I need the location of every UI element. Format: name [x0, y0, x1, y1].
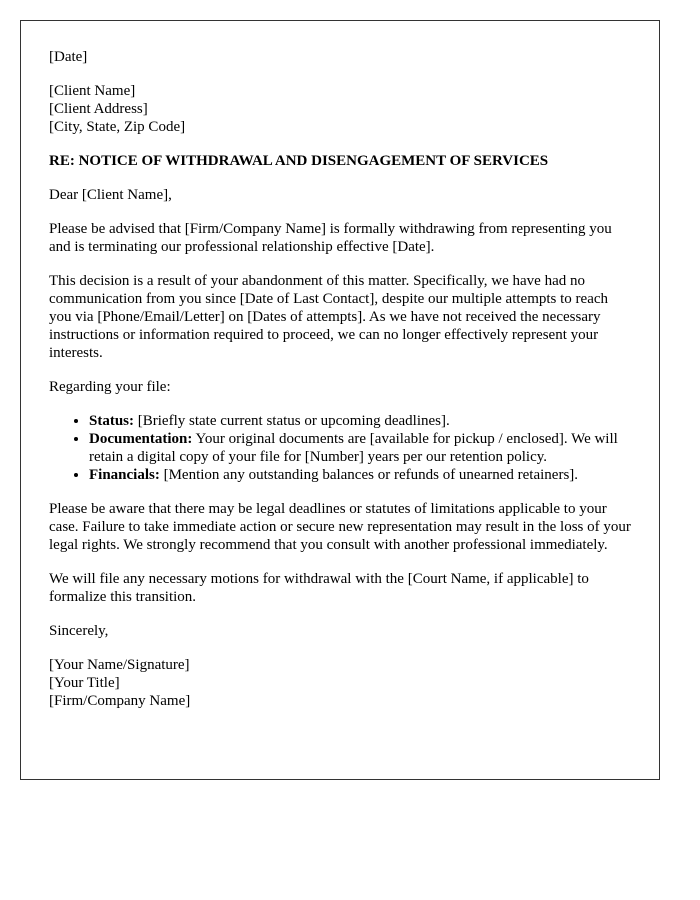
list-item-documentation: [89, 430, 631, 466]
recipient-city-state-zip: [City, State, Zip Code]: [49, 119, 186, 135]
salutation: Dear [Client Name],: [49, 187, 172, 203]
subject-line: RE: NOTICE OF WITHDRAWAL AND DISENGAGEMENT OF SERVICES: [49, 153, 549, 169]
paragraph-deadlines-warning: Please be aware that there may be legal deadlines or statutes of limitations applicable to your case. Failure to take immediate action or secure new representation may result in the loss of your legal rights. We strongly recommend that you consult with another professional immediately.: [49, 501, 631, 553]
letter-page: [20, 20, 660, 780]
file-details-list: [49, 412, 631, 484]
list-item-text: [Mention any outstanding balances or refunds of unearned retainers].: [159, 467, 579, 483]
list-item-label: Documentation:: [89, 431, 193, 447]
recipient-address: [Client Address]: [49, 101, 148, 117]
paragraph-reason: This decision is a result of your abandonment of this matter. Specifically, we have had no communication from you since [Date of Last Contact], despite our multiple attempts to reach you via [Phone/Email/Letter] on [Dates of attempts]. As we have not received the necessary instructions or information required to proceed, we can no longer effectively represent your interests.: [49, 273, 609, 361]
list-item-text: [Briefly state current status or upcoming deadlines].: [134, 413, 450, 429]
list-item-label: Financials:: [89, 467, 160, 483]
paragraph-file-intro: Regarding your file:: [49, 379, 171, 395]
list-item-financials: [89, 466, 631, 484]
paragraph-motions: We will file any necessary motions for withdrawal with the [Court Name, if applicable] to formalize this transition.: [49, 571, 589, 605]
list-item-text: Your original documents are [available for pickup / enclosed]. We will retain a digital copy of your file for [Number] years per our retention policy.: [89, 431, 618, 465]
letter-date: [Date]: [49, 49, 88, 65]
signature-block: [49, 656, 631, 710]
signature-title: [Your Title]: [49, 675, 120, 691]
sign-off: Sincerely,: [49, 623, 109, 639]
list-item-status: [89, 412, 631, 430]
list-item-label: Status:: [89, 413, 135, 429]
signature-name: [Your Name/Signature]: [49, 657, 190, 673]
recipient-name: [Client Name]: [49, 83, 136, 99]
signature-firm: [Firm/Company Name]: [49, 693, 191, 709]
recipient-block: [49, 82, 631, 136]
paragraph-withdrawal: Please be advised that [Firm/Company Name] is formally withdrawing from representing you and is terminating our professional relationship effective [Date].: [49, 221, 612, 255]
